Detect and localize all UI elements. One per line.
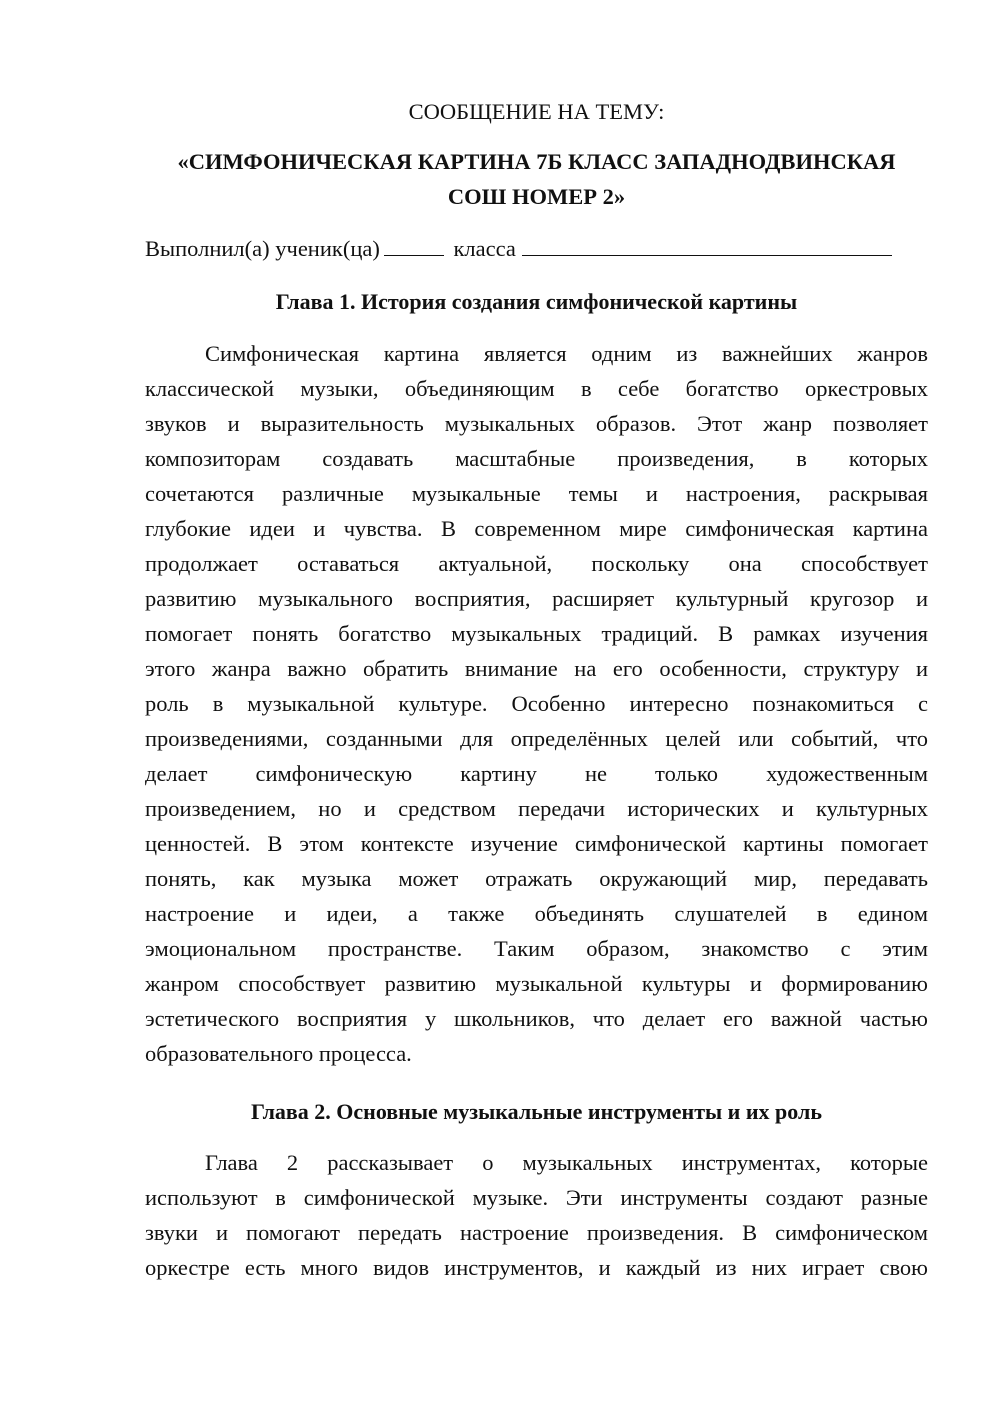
paragraph-line: произведением, но и средством передачи исторических и культурных — [145, 796, 928, 821]
paragraph-line: сочетаются различные музыкальные темы и настроения, раскрывая — [145, 481, 928, 506]
chapter-1-title: Глава 1. История создания симфонической картины — [275, 289, 798, 314]
paragraph-line: развитию музыкального восприятия, расширяет культурный кругозор и — [145, 586, 928, 611]
chapter-2-title: Глава 2. Основные музыкальные инструменты и их роль — [251, 1099, 822, 1124]
paragraph-line: делает симфоническую картину не только художественным — [145, 761, 928, 786]
paragraph-line: звуки и помогают передать настроение произведения. В симфоническом — [145, 1220, 928, 1245]
paragraph-line: Глава 2 рассказывает о музыкальных инструментах, которые — [205, 1150, 928, 1175]
paragraph-line: жанром способствует развитию музыкальной культуры и формированию — [145, 971, 928, 996]
paragraph-line: этого жанра важно обратить внимание на его особенности, структуру и — [145, 656, 928, 681]
class-label: класса — [453, 236, 516, 261]
paragraph-line: продолжает оставаться актуальной, поскольку она способствует — [145, 551, 928, 576]
document-heading: СООБЩЕНИЕ НА ТЕМУ: — [408, 99, 665, 124]
paragraph-line: ценностей. В этом контексте изучение симфонической картины помогает — [145, 831, 928, 856]
document-title-line-2: СОШ НОМЕР 2» — [447, 184, 626, 209]
class-number-blank — [384, 231, 444, 256]
author-signature-line — [145, 231, 928, 266]
paragraph-line: композиторам создавать масштабные произведения, в которых — [145, 446, 928, 471]
paragraph-line: роль в музыкальной культуре. Особенно интересно познакомиться с — [145, 691, 928, 716]
paragraph-line: классической музыки, объединяющим в себе богатство оркестровых — [145, 376, 928, 401]
paragraph-line: понять, как музыка может отражать окружающий мир, передавать — [145, 866, 928, 891]
paragraph-line: образовательного процесса. — [145, 1041, 412, 1066]
paragraph-line: Симфоническая картина является одним из важнейших жанров — [205, 341, 928, 366]
paragraph-line: глубокие идеи и чувства. В современном мире симфоническая картина — [145, 516, 928, 541]
author-label: Выполнил(а) ученик(ца) — [145, 236, 380, 261]
paragraph-line: эмоциональном пространстве. Таким образом, знакомство с этим — [145, 936, 928, 961]
paragraph-line: помогает понять богатство музыкальных традиций. В рамках изучения — [145, 621, 928, 646]
paragraph-line: настроение и идеи, а также объединять слушателей в едином — [145, 901, 928, 926]
document-title-line-1: «СИМФОНИЧЕСКАЯ КАРТИНА 7Б КЛАСС ЗАПАДНОДВИНСКАЯ — [177, 149, 896, 174]
paragraph-line: произведениями, созданными для определённых целей или событий, что — [145, 726, 928, 751]
paragraph-line: оркестре есть много видов инструментов, и каждый из них играет свою — [145, 1255, 928, 1280]
paragraph-line: звуков и выразительность музыкальных образов. Этот жанр позволяет — [145, 411, 928, 436]
paragraph-line: эстетического восприятия у школьников, что делает его важной частью — [145, 1006, 928, 1031]
student-name-blank — [522, 231, 892, 256]
paragraph-line: используют в симфонической музыке. Эти инструменты создают разные — [145, 1185, 928, 1210]
